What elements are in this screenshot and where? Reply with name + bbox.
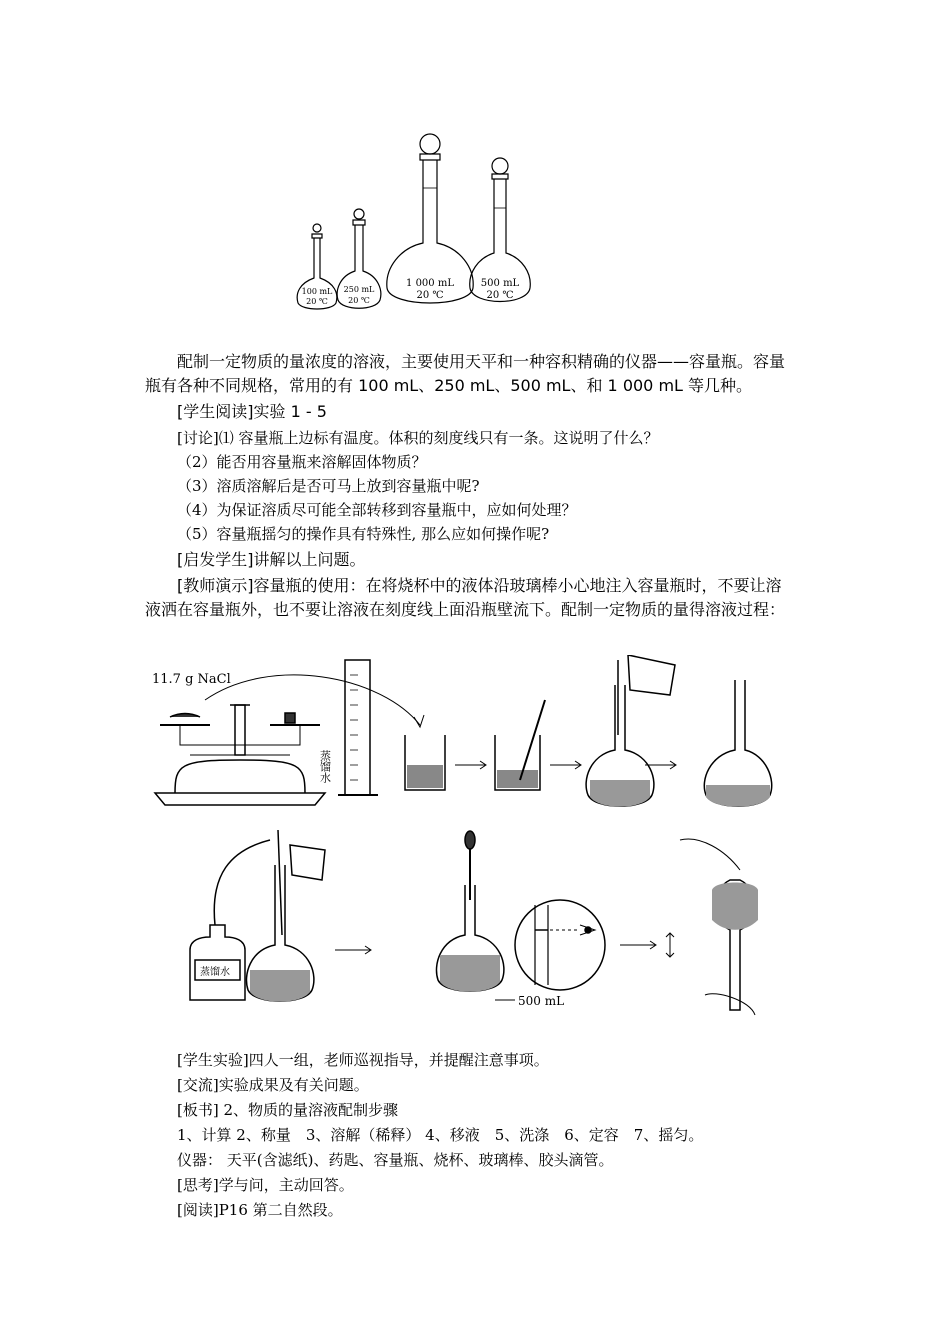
volumetric-flasks-figure xyxy=(290,128,540,318)
intro-line-1: 配制一定物质的量浓度的溶液，主要使用天平和一种容积精确的仪器——容量瓶。容量 xyxy=(177,352,786,371)
discussion-q4: （4）为保证溶质尽可能全部转移到容量瓶中，应如何处理？ xyxy=(177,501,577,519)
intro-line-2: 瓶有各种不同规格，常用的有 100 mL、250 mL、500 mL、和 1 000 mL 等几种。 xyxy=(145,376,753,395)
flask-100-temp: 20 ℃ xyxy=(306,297,328,306)
steps-list: 1、计算 2、称量 3、溶解（稀释） 4、移液 5、洗涤 6、定容 7、摇匀。 xyxy=(177,1126,704,1144)
balance xyxy=(155,705,325,805)
think: [思考]学与问，主动回答。 xyxy=(177,1176,354,1194)
graduated-cylinder xyxy=(338,660,378,795)
read-page: [阅读]P16 第二自然段。 xyxy=(177,1201,343,1219)
flask-500-temp: 20 ℃ xyxy=(486,290,514,301)
flask-1000-temp: 20 ℃ xyxy=(416,290,444,301)
discussion-q3: （3）溶质溶解后是否可马上放到容量瓶中呢? xyxy=(177,477,480,495)
flask-500-vol: 500 mL xyxy=(480,278,520,289)
flask-transfer xyxy=(586,655,675,807)
discussion-q2: （2）能否用容量瓶来溶解固体物质？ xyxy=(177,453,427,471)
nacl-label: 11.7 g NaCl xyxy=(152,672,231,687)
transfer-arrow xyxy=(205,675,420,725)
board-title: [板书] 2、物质的量溶液配制步骤 xyxy=(177,1101,399,1119)
beaker-1 xyxy=(405,735,445,790)
student-reading: [学生阅读]实验 1 - 5 xyxy=(177,402,327,421)
solution-preparation-diagram xyxy=(150,655,780,1040)
flask-1000-vol: 1 000 mL xyxy=(406,278,454,289)
demo-line-2: 液洒在容量瓶外，也不要让溶液在刻度线上面沿瓶壁流下。配制一定物质的量得溶液过程： xyxy=(145,600,786,619)
flask-rinse xyxy=(246,830,325,1002)
instruments: 仪器： 天平(含滤纸)、药匙、容量瓶、烧杯、玻璃棒、胶头滴管。 xyxy=(177,1151,614,1169)
student-experiment: [学生实验]四人一组，老师巡视指导，并提醒注意事项。 xyxy=(177,1051,549,1069)
mark-label: 500 mL xyxy=(518,994,565,1008)
flask-dropper xyxy=(436,831,515,1000)
discussion-q5: （5）容量瓶摇匀的操作具有特殊性, 那么应如何操作呢? xyxy=(177,525,550,543)
flask-250-vol: 250 mL xyxy=(343,285,375,294)
flask-250-temp: 20 ℃ xyxy=(348,296,370,305)
flask-invert-mixing xyxy=(680,839,758,1015)
bottle-label: 蒸馏水 xyxy=(200,967,230,978)
distilled-water-label: 蒸馏水 xyxy=(318,750,332,783)
flask-swirl xyxy=(704,680,771,807)
discussion-q1: [讨论]⑴ 容量瓶上边标有温度。体积的刻度线只有一条。这说明了什么？ xyxy=(177,429,659,447)
meniscus-magnifier xyxy=(515,900,605,990)
inspire-students: [启发学生]讲解以上问题。 xyxy=(177,550,366,569)
demo-line-1: [教师演示]容量瓶的使用：在将烧杯中的液体沿玻璃棒小心地注入容量瓶时，不要让溶 xyxy=(177,576,782,595)
flask-100-vol: 100 mL xyxy=(301,287,333,296)
beaker-2-stirring xyxy=(495,700,545,790)
exchange: [交流]实验成果及有关问题。 xyxy=(177,1076,369,1094)
